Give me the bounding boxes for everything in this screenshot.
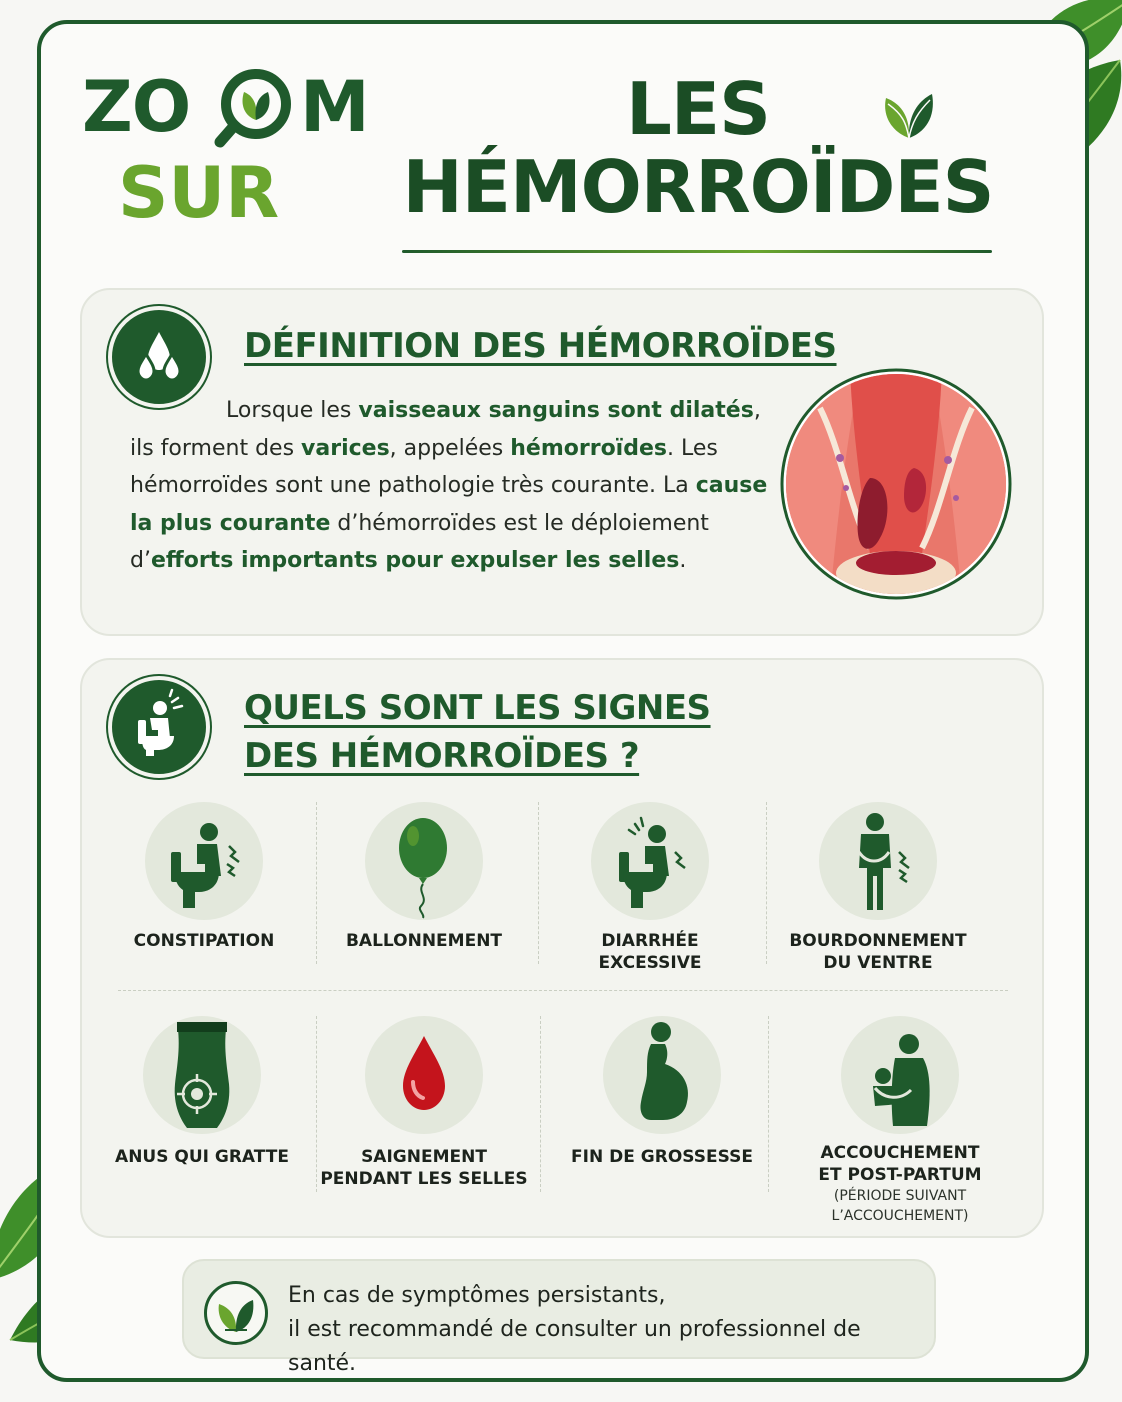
brand-zoom: ZO M: [82, 66, 369, 148]
toilet-person-icon: [108, 676, 210, 778]
divider: [766, 802, 767, 964]
sign-ballonnement: [314, 802, 534, 952]
pregnant-icon: [603, 1016, 721, 1134]
sign-label: SAIGNEMENT PENDANT LES SELLES: [320, 1147, 528, 1189]
advice-footer: [182, 1259, 936, 1376]
sign-label: DIARRHÉE EXCESSIVE: [598, 931, 702, 973]
title-underline: [402, 250, 992, 253]
stomach-ache-icon: [819, 802, 937, 920]
magnifier-leaf-icon: [214, 62, 306, 154]
divider: [538, 802, 539, 964]
title-leaf-icon: [878, 84, 940, 140]
divider: [540, 1016, 541, 1192]
blood-drop-icon: [365, 1016, 483, 1134]
definition-highlight: hémorroïdes: [510, 435, 667, 461]
signs-card: [80, 658, 1044, 1238]
sign-label: BALLONNEMENT: [345, 931, 503, 951]
divider: [118, 990, 1008, 991]
definition-text-segment: Lorsque les: [226, 398, 359, 423]
hemorrhoid-anatomy-illustration: [780, 368, 1012, 600]
definition-text-segment: , ils forment des: [130, 398, 761, 461]
itching-target-icon: [143, 1016, 261, 1134]
toilet-pain-icon: [591, 802, 709, 920]
sign-label: CONSTIPATION: [133, 931, 275, 951]
sign-label: ACCOUCHEMENT ET POST-PARTUM: [818, 1143, 982, 1185]
signs-title: QUELS SONT LES SIGNES DES HÉMORROÏDES ?: [244, 688, 711, 776]
definition-text-segment: , appelées: [389, 435, 511, 461]
title-line-1: LES: [626, 67, 770, 151]
sign-diarrhee: [540, 792, 760, 974]
mother-baby-icon: [841, 1016, 959, 1134]
sign-label: FIN DE GROSSESSE: [571, 1147, 753, 1167]
definition-highlight: cause la plus courante: [130, 473, 768, 536]
definition-text: [130, 392, 770, 580]
sign-constipation: [94, 802, 314, 952]
sign-saignement: [314, 1016, 534, 1190]
definition-text-segment: d’hémorroïdes est le déploiement d’: [130, 510, 709, 573]
definition-text-segment: .: [679, 548, 687, 573]
leaf-icon: [204, 1281, 268, 1345]
sign-fin-de-grossesse: [552, 1016, 772, 1168]
definition-highlight: varices: [301, 435, 390, 461]
brand-sur: SUR: [118, 152, 280, 234]
sign-accouchement: [790, 1016, 1010, 1226]
sign-bourdonnement: [768, 802, 988, 974]
definition-highlight: vaisseaux sanguins sont dilatés: [358, 398, 754, 423]
definition-title: DÉFINITION DES HÉMORROÏDES: [244, 326, 837, 366]
sign-sublabel: (PÉRIODE SUIVANT L’ACCOUCHEMENT): [831, 1188, 969, 1224]
advice-text: En cas de symptômes persistants, il est recommandé de consulter un professionnel de santé.: [288, 1283, 861, 1376]
toilet-strain-icon: [145, 802, 263, 920]
title-line-2: HÉMORROÏDES: [402, 145, 994, 229]
definition-card: [80, 288, 1044, 636]
sign-label: BOURDONNEMENT DU VENTRE: [789, 931, 967, 973]
balloon-icon: [365, 802, 483, 920]
definition-text-segment: . Les hémorroïdes sont une pathologie très courante. La: [130, 435, 718, 498]
definition-highlight: efforts importants pour expulser les selles: [150, 548, 680, 573]
sign-anus-qui-gratte: [92, 1016, 312, 1168]
sign-label: ANUS QUI GRATTE: [115, 1147, 289, 1167]
